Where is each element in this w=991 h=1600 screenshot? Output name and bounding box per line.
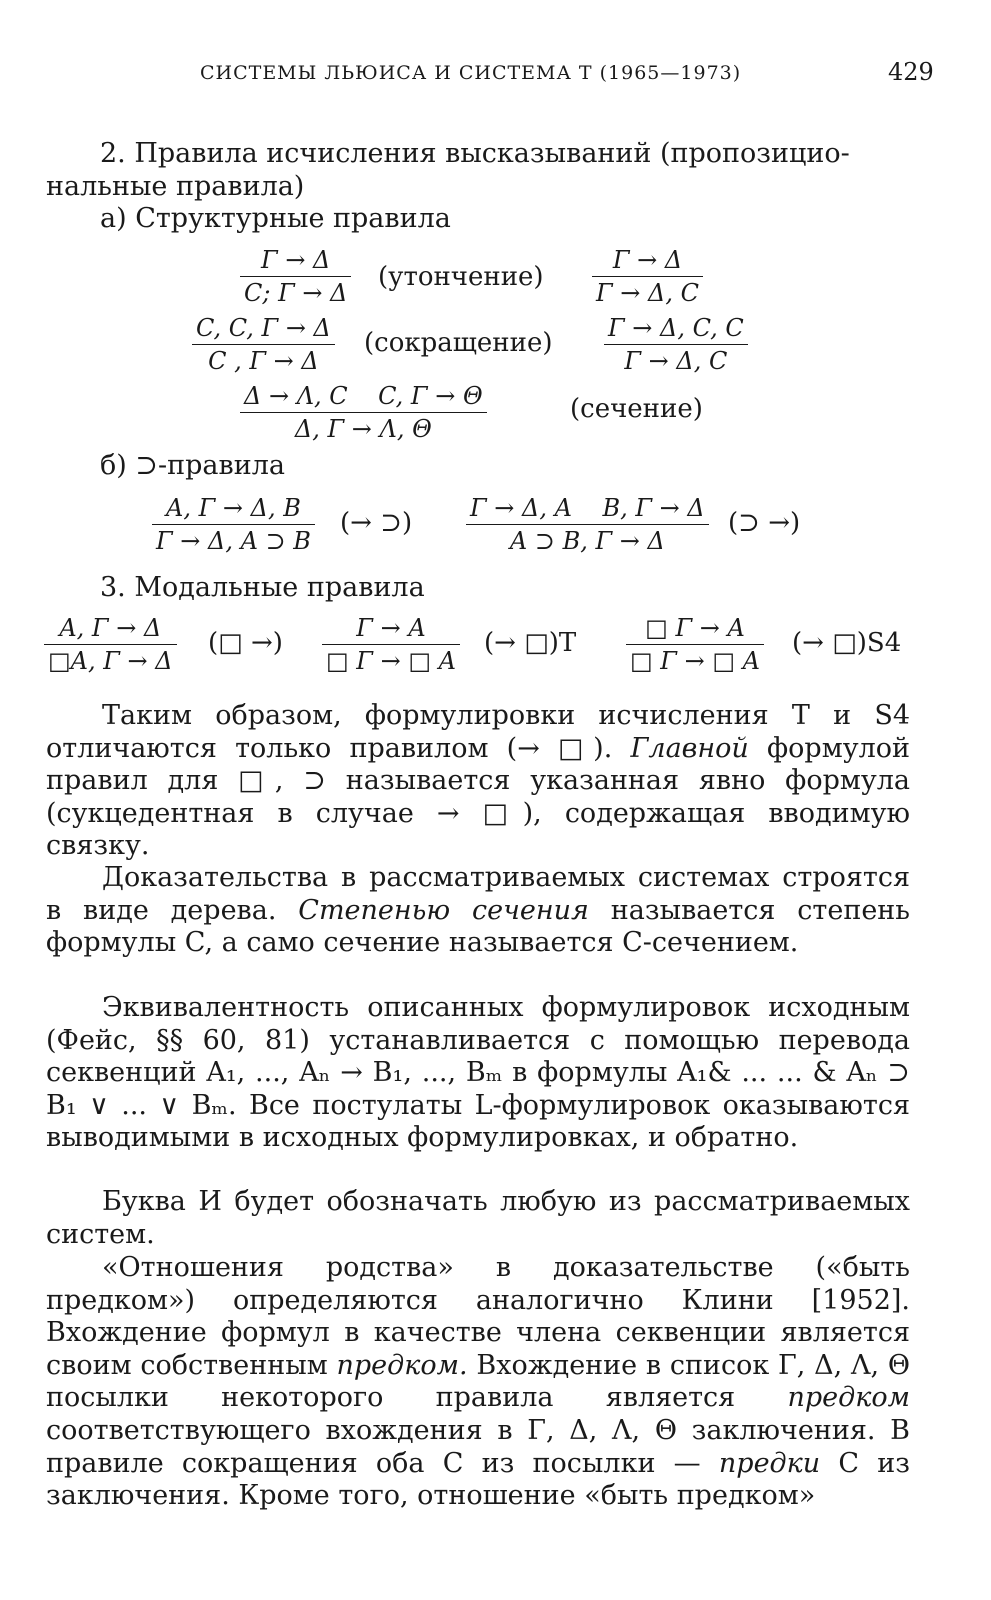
rule-name-cut: (сечение) xyxy=(570,394,703,424)
rule-premise: A, Γ → Δ xyxy=(59,614,162,642)
rule-weakening-right xyxy=(592,246,703,307)
rule-premise: C, C, Γ → Δ xyxy=(196,314,331,342)
paragraph-main-formula: Таким образом, формулировки исчисления T и S4 отличаются только правилом (→ □). Главной формулой правил для □, ⊃ называется указанная явно формула (сукцедентная в случае → □), содержащая вводимую связку. xyxy=(46,700,911,862)
rule-premise: Δ → Λ, C C, Γ → Θ xyxy=(244,382,483,410)
rule-conclusion: □ Γ → □ A xyxy=(326,647,456,675)
rule-conclusion: A ⊃ B, Γ → Δ xyxy=(509,527,665,555)
rule-premise: Γ → Δ, A B, Γ → Δ xyxy=(470,494,705,522)
rule-name-box-right-s4: (→ □)S4 xyxy=(792,628,902,658)
rule-conclusion: Δ, Γ → Λ, Θ xyxy=(294,415,432,443)
paragraph-equivalence: Эквивалентность описанных формулировок исходным (Фейс, §§ 60, 81) устанавливается с помощью перевода секвенций A₁, ..., Aₙ → B₁, ..., Bₘ в формулы A₁& ... ... & Aₙ ⊃ B₁ ∨ ... ∨ Bₘ. Все постулаты L-формулировок оказываются выводимыми в исходных формулировках, и обратно. xyxy=(46,992,910,1154)
rule-premise: Γ → A xyxy=(356,614,426,642)
rule-conclusion: □A, Γ → Δ xyxy=(48,647,173,675)
rule-cut xyxy=(240,382,487,443)
rule-name-box-left: (□ →) xyxy=(208,628,283,658)
section-2-heading-cont: нальные правила) xyxy=(46,171,305,202)
subsection-a-heading: а) Структурные правила xyxy=(100,203,451,234)
rule-box-right-s4 xyxy=(626,614,764,675)
rule-contraction-left xyxy=(192,314,335,375)
subsection-b-heading: б) ⊃-правила xyxy=(100,450,285,481)
rule-conclusion: Γ → Δ, A ⊃ B xyxy=(156,527,311,555)
rule-name-contraction: (сокращение) xyxy=(364,328,553,358)
rule-premise: □ Γ → A xyxy=(645,614,745,642)
rule-box-left xyxy=(44,614,177,675)
rule-premise: A, Γ → Δ, B xyxy=(166,494,301,522)
section-3-heading: 3. Модальные правила xyxy=(100,572,425,603)
running-title: СИСТЕМЫ ЛЬЮИСА И СИСТЕМА T (1965—1973) xyxy=(200,62,742,84)
rule-premise: Γ → Δ xyxy=(261,246,331,274)
rule-conclusion: Γ → Δ, C xyxy=(596,279,699,307)
rule-implication-right xyxy=(152,494,315,555)
rule-name-weakening: (утончение) xyxy=(378,262,544,292)
rule-implication-left xyxy=(466,494,709,555)
rule-name-implication-right: (→ ⊃) xyxy=(340,508,413,538)
rule-conclusion: □ Γ → □ A xyxy=(630,647,760,675)
paragraph-ancestor-relation: «Отношения родства» в доказательстве («быть предком») определяются аналогично Клини [1952]. Вхождение формул в качестве члена секвенции является своим собственным предком. Вхождение в список Γ, Δ, Λ, Θ посылки некоторого правила является предком соответствующего вхождения в Γ, Δ, Λ, Θ заключения. В правиле сокращения оба C из посылки — предки C из заключения. Кроме того, отношение «быть предком» xyxy=(46,1252,911,1512)
page-number: 429 xyxy=(888,58,934,86)
rule-conclusion: Γ → Δ, C xyxy=(624,347,728,375)
rule-conclusion: C; Γ → Δ xyxy=(244,279,348,307)
rule-name-box-right-t: (→ □)T xyxy=(484,628,577,658)
rule-weakening-left xyxy=(240,246,351,307)
paragraph-cut-degree: Доказательства в рассматриваемых системах строятся в виде дерева. Степенью сечения называется степень формулы C, а само сечение называется C-сечением. xyxy=(46,862,910,959)
rule-premise: Γ → Δ xyxy=(612,246,683,274)
rule-name-implication-left: (⊃ →) xyxy=(728,508,801,538)
rule-conclusion: C , Γ → Δ xyxy=(208,347,319,375)
rule-premise: Γ → Δ, C, C xyxy=(608,314,744,342)
paragraph-letter-i: Буква И будет обозначать любую из рассматриваемых систем. xyxy=(46,1186,910,1250)
section-2-heading: 2. Правила исчисления высказываний (пропозицио- xyxy=(100,138,850,169)
rule-box-right-t xyxy=(322,614,460,675)
rule-contraction-right xyxy=(604,314,748,375)
